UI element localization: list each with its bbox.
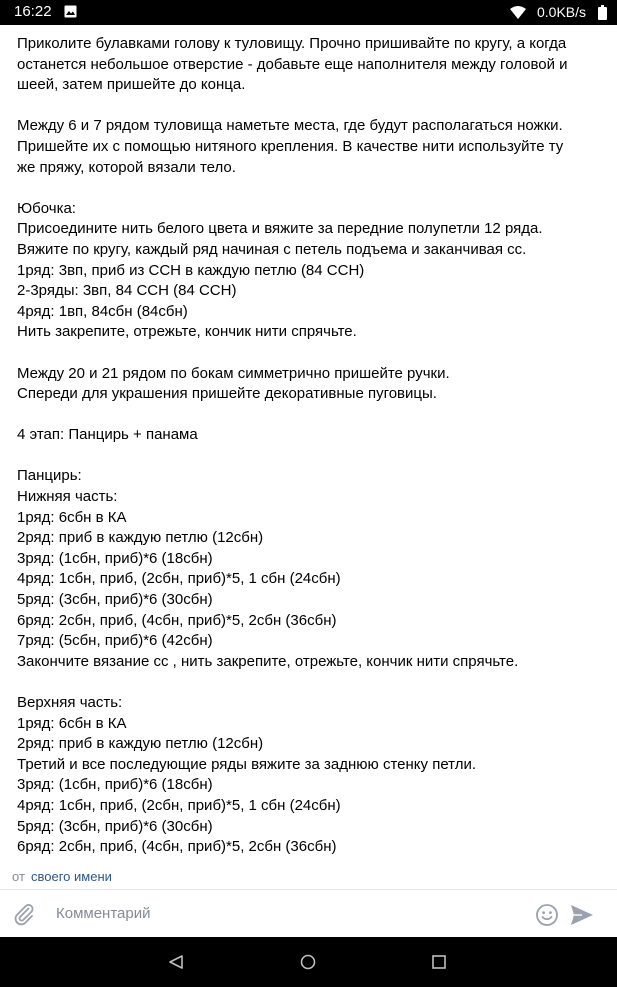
status-time: 16:22 — [14, 3, 52, 20]
comment-bar — [0, 889, 617, 938]
post-text-line: Между 6 и 7 рядом туловища наметьте места, где будут располагаться ножки. — [17, 117, 563, 135]
post-text-line: 4ряд: 1сбн, приб, (2сбн, приб)*5, 1 сбн (24сбн) — [17, 570, 341, 588]
post-text-line: Панцирь: — [17, 467, 82, 485]
post-text-line: же пряжу, которой вязали тело. — [17, 158, 236, 176]
paperclip-icon[interactable] — [12, 902, 36, 931]
post-text-line: Между 20 и 21 рядом по бокам симметрично пришейте ручки. — [17, 364, 450, 382]
post-text-line: 2ряд: приб в каждую петлю (12сбн) — [17, 529, 264, 547]
post-text-line: 2ряд: приб в каждую петлю (12сбн) — [17, 735, 264, 753]
recent-apps-icon[interactable] — [432, 955, 446, 974]
post-text-line: 4 этап: Панцирь + панама — [17, 426, 198, 444]
post-text-line: Спереди для украшения пришейте декоративные пуговицы. — [17, 385, 437, 403]
send-icon[interactable] — [570, 904, 594, 931]
navigation-bar — [0, 937, 617, 987]
blank-line — [17, 405, 607, 426]
post-text-line: 2-3ряды: 3вп, 84 ССН (84 ССН) — [17, 282, 237, 300]
image-icon — [64, 5, 77, 23]
blank-line — [17, 672, 607, 693]
back-icon[interactable] — [168, 954, 184, 975]
post-text-line: 1ряд: 6сбн в КА — [17, 714, 127, 732]
post-text-line: 1ряд: 6сбн в КА — [17, 508, 127, 526]
post-text-line: 5ряд: (3сбн, приб)*6 (30сбн) — [17, 591, 213, 609]
post-text-line: Юбочка: — [17, 199, 76, 217]
comment-input[interactable] — [52, 898, 520, 928]
post-content — [17, 34, 607, 860]
status-bar — [0, 0, 617, 25]
post-text-line: Верхняя часть: — [17, 694, 123, 711]
blank-line — [17, 178, 607, 199]
post-text-line: Вяжите по кругу, каждый ряд начиная с петель подъема и заканчивая сс. — [17, 240, 527, 258]
post-text-line — [17, 858, 607, 860]
post-text-line: Присоедините нить белого цвета и вяжите за передние полупетли 12 ряда. — [17, 220, 543, 238]
wifi-icon — [510, 6, 526, 24]
post-text-line: 7ряд: (5сбн, приб)*6 (42сбн) — [17, 632, 213, 650]
post-text-line: Закончите вязание сс , нить закрепите, отрежьте, кончик нити спрячьте. — [17, 652, 519, 670]
smile-icon[interactable] — [535, 903, 559, 932]
blank-line — [17, 96, 607, 117]
post-text-line: 6ряд: 2сбн, приб, (4сбн, приб)*5, 2сбн (36сбн) — [17, 838, 337, 856]
battery-icon — [598, 5, 607, 25]
author-prefix: от — [12, 869, 25, 884]
author-selector-link[interactable]: своего имени — [31, 869, 112, 884]
post-text-line: Нижняя часть: — [17, 488, 118, 506]
post-text-line: 1ряд: 3вп, приб из ССН в каждую петлю (84 ССН) — [17, 261, 365, 279]
post-text-line: 6ряд: 2сбн, приб, (4сбн, приб)*5, 2сбн (36сбн) — [17, 611, 337, 629]
author-bar — [0, 864, 617, 889]
post-text-line: 5ряд: (3сбн, приб)*6 (30сбн) — [17, 817, 213, 835]
post-text-line: 3ряд: (1сбн, приб)*6 (18сбн) — [17, 776, 213, 794]
post-text-line: 4ряд: 1вп, 84сбн (84сбн) — [17, 302, 188, 320]
post-text-line: останется небольшое отверстие - добавьте еще наполнителя между головой и — [17, 55, 568, 73]
blank-line — [17, 446, 607, 467]
post-text-line: 3ряд: (1сбн, приб)*6 (18сбн) — [17, 549, 213, 567]
home-icon[interactable] — [300, 954, 316, 975]
blank-line — [17, 343, 607, 364]
post-text-line: 4ряд: 1сбн, приб, (2сбн, приб)*5, 1 сбн (24сбн) — [17, 796, 341, 814]
post-text-line: Приколите булавками голову к туловищу. Прочно пришивайте по кругу, а когда — [17, 35, 567, 52]
network-speed: 0.0KB/s — [537, 4, 587, 20]
post-text-line: Пришейте их с помощью нитяного крепления. В качестве нити используйте ту — [17, 137, 564, 155]
post-text-line: Третий и все последующие ряды вяжите за заднюю стенку петли. — [17, 755, 477, 773]
post-text-line: Нить закрепите, отрежьте, кончик нити спрячьте. — [17, 323, 357, 341]
post-text-line: шеей, затем пришейте до конца. — [17, 76, 246, 94]
